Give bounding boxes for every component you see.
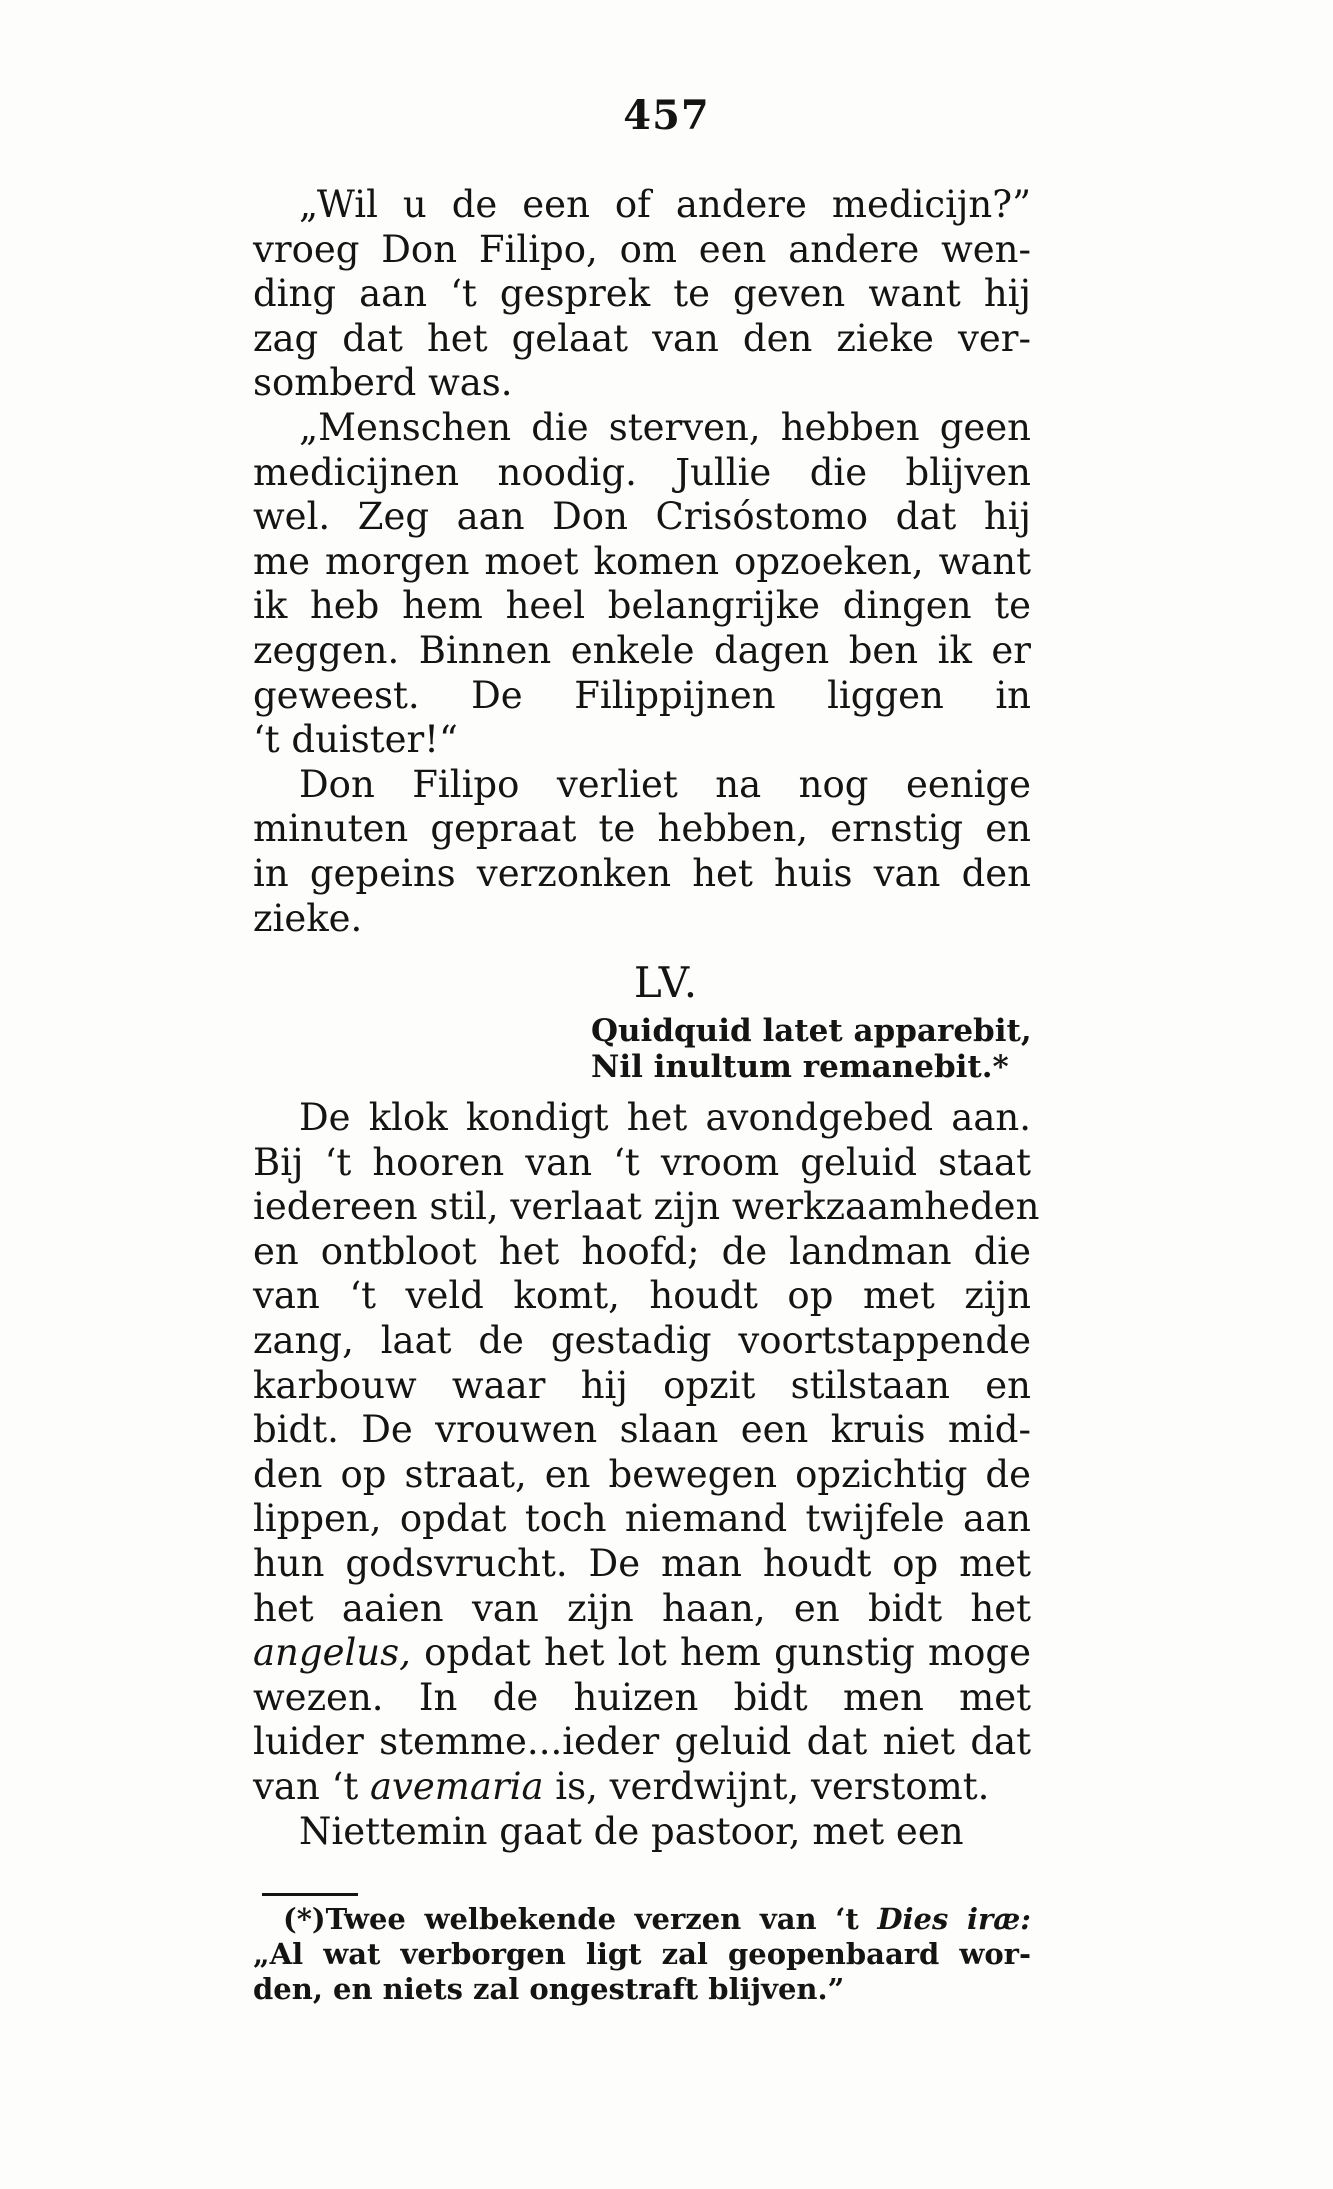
text-line: „Wil u de een of andere medicijn?”	[299, 183, 1031, 226]
text-line: lippen, opdat toch niemand twijfele aan	[253, 1497, 1031, 1541]
italic-dies-irae: Dies iræ:	[877, 1902, 1031, 1936]
text-line: Bij ‘t hooren van ‘t vroom geluid staat	[253, 1140, 1031, 1184]
text-line: Don Filipo verliet na nog eenige	[299, 762, 1031, 806]
italic-word-angelus: angelus,	[253, 1631, 411, 1675]
text-line: De klok kondigt het avondgebed aan.	[299, 1096, 1031, 1139]
text-line: „Menschen die sterven, hebben geen	[299, 405, 1031, 449]
text-line: Niettemin gaat de pastoor, met een	[299, 1809, 964, 1853]
text-line: iedereen stil, verlaat zijn werkzaamheden	[253, 1185, 1040, 1229]
text-line: hun godsvrucht. De man houdt op met	[253, 1541, 1031, 1585]
text-line	[253, 1631, 1031, 1676]
text-fragment: van ‘t	[253, 1764, 370, 1808]
text-line: geweest. De Filippijnen liggen in	[253, 673, 1031, 717]
footnote	[253, 1902, 1031, 2007]
text-fragment: is, verdwijnt, verstomt.	[543, 1764, 990, 1808]
text-line: het aaien van zijn haan, en bidt het	[253, 1586, 1031, 1630]
text-line: wezen. In de huizen bidt men met	[253, 1675, 1031, 1719]
text-line: in gepeins verzonken het huis van den	[253, 851, 1031, 895]
text-line: karbouw waar hij opzit stilstaan en	[253, 1363, 1031, 1407]
text-block-angelus	[253, 1096, 1040, 1854]
text-line: zang, laat de gestadig voortstappende	[253, 1318, 1031, 1362]
paragraph-evening-bell	[253, 1096, 1040, 1810]
text-line: den op straat, en bewegen opzichtig de	[253, 1452, 1031, 1496]
text-line: zieke.	[253, 896, 363, 940]
text-fragment: opdat het lot hem gunstig moge	[410, 1631, 1031, 1675]
text-line: vroeg Don Filipo, om een andere wen-	[253, 227, 1031, 271]
text-line: en ontbloot het hoofd; de landman die	[253, 1229, 1031, 1273]
footnote-line	[253, 1902, 1031, 1937]
footnote-rule	[262, 1893, 358, 1896]
text-line	[253, 1765, 1031, 1810]
text-line: zeggen. Binnen enkele dagen ben ik er	[253, 628, 1031, 672]
footnote-line: den, en niets zal ongestraft blijven.”	[253, 1972, 845, 2006]
italic-word-avemaria: avemaria	[369, 1764, 544, 1808]
chapter-epigraph	[591, 1013, 1031, 1085]
epigraph-line: Quidquid latet apparebit,	[591, 1013, 1032, 1049]
text-block-dialogue	[253, 183, 1031, 941]
text-line: wel. Zeg aan Don Crisóstomo dat hij	[253, 495, 1031, 539]
text-line: bidt. De vrouwen slaan een kruis mid-	[253, 1408, 1031, 1452]
footnote-line: „Al wat verborgen ligt zal geopenbaard wor-	[253, 1937, 1031, 1971]
text-line: minuten gepraat te hebben, ernstig en	[253, 807, 1031, 851]
text-line: van ‘t veld komt, houdt op met zijn	[253, 1274, 1031, 1318]
page-number: 457	[623, 92, 710, 139]
text-line: ‘t duister!“	[253, 718, 458, 762]
paragraph-niettemin	[253, 1810, 1031, 1855]
text-line: ik heb hem heel belangrijke dingen te	[253, 584, 1031, 628]
paragraph-medicine-question	[253, 183, 1031, 406]
text-line: zag dat het gelaat van den zieke ver-	[253, 316, 1031, 360]
text-line: luider stemme...ieder geluid dat niet dat	[253, 1720, 1031, 1764]
chapter-heading: LV.	[633, 958, 700, 1007]
text-line: me morgen moet komen opzoeken, want	[253, 539, 1031, 583]
text-line: somberd was.	[253, 361, 513, 405]
epigraph-line: Nil inultum remanebit.*	[591, 1049, 1009, 1085]
text-line: medicijnen noodig. Jullie die blijven	[253, 450, 1031, 494]
paragraph-don-filipo-leaves	[253, 763, 1031, 941]
paragraph-menschen	[253, 406, 1031, 763]
text-fragment: (*)Twee welbekende verzen van ‘t	[283, 1902, 878, 1936]
text-line: ding aan ‘t gesprek te geven want hij	[253, 272, 1031, 316]
